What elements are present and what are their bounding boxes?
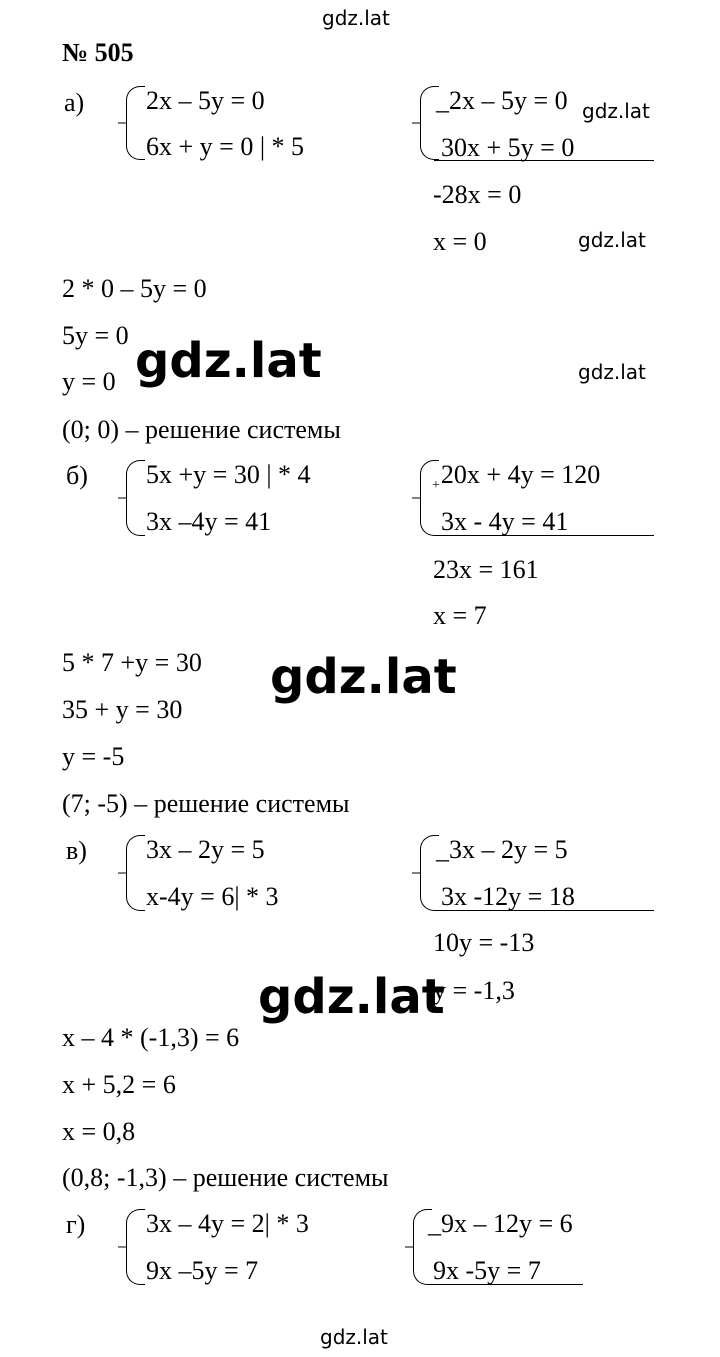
operation-sign: _ — [436, 86, 449, 115]
system-brace — [126, 835, 145, 911]
part-g-rewritten-eq2: 9x -5y = 7 — [433, 1256, 541, 1285]
part-a-rewritten-eq1: _2x – 5y = 0 — [436, 86, 568, 115]
part-v-result-1: 10y = -13 — [433, 928, 535, 957]
part-a-eq1: 2x – 5y = 0 — [146, 86, 265, 115]
part-a-eq2: 6x + y = 0 | * 5 — [146, 132, 305, 161]
operation-sign: _ — [428, 1209, 441, 1238]
part-a-step-2: 5y = 0 — [62, 321, 129, 350]
part-g-eq2: 9x –5y = 7 — [146, 1256, 259, 1285]
watermark-inline: gdz.lat — [582, 99, 650, 123]
watermark-side-2: gdz.lat — [578, 360, 646, 384]
part-a-result-2: x = 0 — [433, 227, 487, 256]
part-g-rewritten-eq1: _9x – 12y = 6 — [428, 1209, 573, 1238]
part-v-rewritten-eq1: _3x – 2y = 5 — [436, 835, 568, 864]
sum-underline — [434, 910, 654, 911]
part-b-label: б) — [66, 461, 88, 490]
part-b-step-1: 5 * 7 +y = 30 — [62, 648, 202, 677]
watermark-large-2: gdz.lat — [270, 649, 457, 705]
part-b-result-2: x = 7 — [433, 601, 487, 630]
part-a-rewritten-eq2: 30x + 5y = 0 — [441, 133, 575, 162]
part-v-step-3: x = 0,8 — [62, 1117, 136, 1146]
part-v-answer: (0,8; -1,3) – решение системы — [62, 1163, 389, 1192]
part-v-step-2: x + 5,2 = 6 — [62, 1070, 176, 1099]
watermark-bottom: gdz.lat — [320, 1325, 388, 1349]
watermark-top: gdz.lat — [322, 6, 390, 30]
sum-underline — [434, 160, 654, 161]
system-brace — [126, 460, 145, 536]
part-v-step-1: x – 4 * (-1,3) = 6 — [62, 1023, 240, 1052]
part-g-eq1: 3x – 4y = 2| * 3 — [146, 1209, 309, 1238]
part-b-step-3: y = -5 — [62, 742, 125, 771]
part-v-eq1: 3x – 2y = 5 — [146, 835, 265, 864]
operation-sign: + — [432, 478, 440, 493]
part-a-answer: (0; 0) – решение системы — [62, 415, 341, 444]
part-b-answer: (7; -5) – решение системы — [62, 789, 350, 818]
watermark-large-1: gdz.lat — [135, 333, 322, 389]
problem-number: № 505 — [62, 38, 134, 67]
part-v-eq2: x-4y = 6| * 3 — [146, 882, 279, 911]
part-v-result-2: y = -1,3 — [433, 976, 515, 1005]
part-a-label: а) — [64, 88, 85, 117]
part-a-step-1: 2 * 0 – 5y = 0 — [62, 274, 207, 303]
part-g-label: г) — [66, 1210, 86, 1239]
sum-underline — [428, 1284, 583, 1285]
part-b-step-2: 35 + y = 30 — [62, 695, 183, 724]
system-brace — [126, 86, 145, 160]
part-b-eq2: 3x –4y = 41 — [146, 507, 272, 536]
part-a-result-1: -28x = 0 — [433, 180, 522, 209]
part-v-rewritten-eq2: 3x -12y = 18 — [441, 882, 575, 911]
part-b-eq1: 5x +y = 30 | * 4 — [146, 460, 311, 489]
system-brace — [126, 1209, 145, 1285]
part-b-result-1: 23x = 161 — [433, 555, 539, 584]
part-b-rewritten-eq2: 3x - 4y = 41 — [441, 507, 569, 536]
operation-sign: _ — [436, 835, 449, 864]
part-v-label: в) — [66, 836, 87, 865]
part-b-rewritten-eq1: $_+$20x + 4y = 120 — [432, 460, 601, 493]
watermark-side-1: gdz.lat — [578, 228, 646, 252]
part-a-step-3: y = 0 — [62, 367, 116, 396]
watermark-large-3: gdz.lat — [258, 969, 445, 1025]
sum-underline — [434, 535, 654, 536]
